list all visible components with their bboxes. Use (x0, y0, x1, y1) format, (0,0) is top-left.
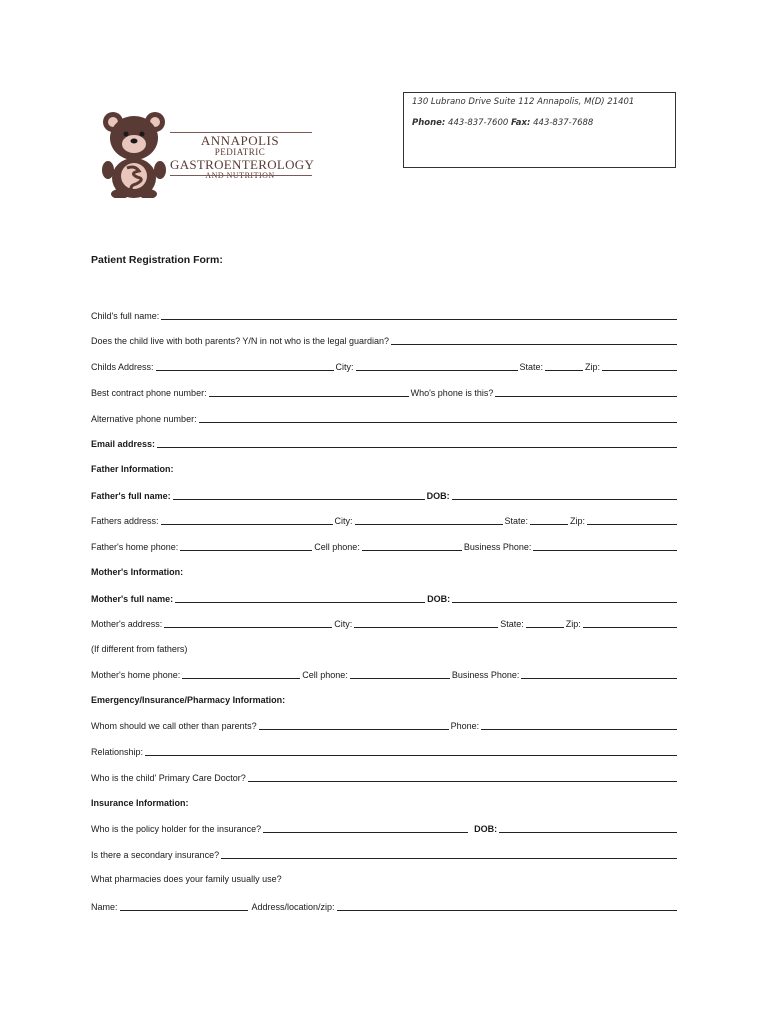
pharmacies-question: What pharmacies does your family usually use? (91, 874, 282, 884)
mother-state-blank[interactable] (526, 626, 564, 628)
child-name-blank[interactable] (161, 318, 677, 320)
form-title: Patient Registration Form: (91, 254, 223, 266)
father-dob-blank[interactable] (452, 498, 677, 500)
mother-address-row (91, 618, 679, 630)
logo-line-4 (170, 172, 310, 180)
policy-holder-row (91, 823, 679, 835)
whom-call-label: Whom should we call other than parents? (91, 721, 257, 731)
father-cell-phone-label: Cell phone: (314, 542, 360, 552)
email-label: Email address: (91, 439, 156, 449)
father-address-blank[interactable] (161, 523, 333, 525)
logo-line-2: PEDIATRIC (214, 147, 266, 157)
policy-holder-label: Who is the policy holder for the insurance? (91, 824, 262, 834)
pcp-field[interactable] (91, 772, 679, 784)
emergency-contact-row (91, 720, 679, 732)
father-zip-blank[interactable] (587, 523, 677, 525)
practice-name (170, 133, 315, 180)
child-state-label: State: (519, 362, 544, 372)
secondary-insurance-field[interactable] (91, 849, 679, 861)
father-state-label: State: (504, 516, 529, 526)
child-address-label: Childs Address: (91, 362, 154, 372)
emergency-section-title: Emergency/Insurance/Pharmacy Information: (91, 695, 286, 705)
child-name-label: Child's full name: (91, 311, 160, 321)
lives-with-label: Does the child live with both parents? Y/N in not who is the legal guardian? (91, 336, 390, 346)
father-home-phone-label: Father's home phone: (91, 542, 179, 552)
logo-line-1: ANNAPOLIS (200, 133, 280, 148)
pharmacy-address-label: Address/location/zip: (251, 902, 335, 912)
pharmacy-address-blank[interactable] (337, 909, 677, 911)
mother-dob-label: DOB: (427, 594, 451, 604)
father-state-blank[interactable] (530, 523, 568, 525)
whose-phone-blank[interactable] (495, 395, 677, 397)
policy-holder-blank[interactable] (263, 831, 468, 833)
mother-address-label: Mother's address: (91, 619, 163, 629)
mother-address-blank[interactable] (164, 626, 332, 628)
practice-phone-fax (412, 118, 593, 128)
fax-label: Fax: (510, 118, 531, 128)
child-zip-label: Zip: (585, 362, 601, 372)
policy-dob-blank[interactable] (499, 831, 677, 833)
pharmacy-name-label: Name: (91, 902, 118, 912)
father-address-label: Fathers address: (91, 516, 159, 526)
best-phone-row (91, 387, 679, 399)
mother-business-phone-label: Business Phone: (451, 670, 520, 680)
child-name-field[interactable] (91, 310, 679, 322)
lives-with-field[interactable] (91, 335, 679, 347)
father-home-phone-blank[interactable] (180, 549, 312, 551)
father-business-phone-label: Business Phone: (463, 542, 532, 552)
mother-zip-label: Zip: (565, 619, 581, 629)
child-state-blank[interactable] (545, 369, 583, 371)
pcp-label: Who is the child' Primary Care Doctor? (91, 773, 246, 783)
lives-with-blank[interactable] (391, 343, 677, 345)
father-city-blank[interactable] (355, 523, 503, 525)
emergency-phone-label: Phone: (450, 721, 480, 731)
mother-city-label: City: (334, 619, 353, 629)
mother-section-title: Mother's Information: (91, 567, 184, 577)
relationship-blank[interactable] (145, 754, 677, 756)
alt-phone-blank[interactable] (199, 421, 677, 423)
fax-number: 443-837-7688 (533, 118, 594, 128)
mother-city-blank[interactable] (354, 626, 498, 628)
phone-label: Phone: (412, 118, 446, 128)
father-phones-row (91, 541, 679, 553)
pharmacy-row (91, 901, 679, 913)
mother-state-label: State: (500, 619, 524, 629)
best-phone-blank[interactable] (209, 395, 409, 397)
mother-name-label: Mother's full name: (91, 594, 174, 604)
teddy-bear-icon (100, 108, 170, 198)
logo-rule-bottom (170, 175, 312, 176)
secondary-insurance-blank[interactable] (221, 857, 677, 859)
child-city-blank[interactable] (356, 369, 518, 371)
relationship-field[interactable] (91, 746, 679, 758)
pharmacy-name-blank[interactable] (120, 909, 248, 911)
father-name-blank[interactable] (173, 498, 425, 500)
mother-name-row (91, 593, 679, 605)
practice-logo (100, 108, 315, 198)
pcp-blank[interactable] (248, 780, 677, 782)
child-zip-blank[interactable] (602, 369, 677, 371)
contact-box (403, 92, 676, 168)
father-business-phone-blank[interactable] (533, 549, 677, 551)
mother-business-phone-blank[interactable] (521, 677, 677, 679)
child-city-label: City: (335, 362, 354, 372)
father-address-row (91, 515, 679, 527)
father-zip-label: Zip: (570, 516, 586, 526)
email-field[interactable] (91, 438, 679, 450)
whom-call-blank[interactable] (259, 728, 449, 730)
father-name-label: Father's full name: (91, 491, 171, 501)
father-section-title: Father Information: (91, 464, 174, 474)
father-name-row (91, 490, 679, 502)
mother-zip-blank[interactable] (583, 626, 677, 628)
mother-phones-row (91, 669, 679, 681)
mother-cell-phone-label: Cell phone: (302, 670, 348, 680)
father-dob-label: DOB: (426, 491, 450, 501)
email-blank[interactable] (157, 446, 677, 448)
phone-number: 443-837-7600 (448, 118, 509, 128)
alt-phone-field[interactable] (91, 413, 679, 425)
practice-address: 130 Lubrano Drive Suite 112 Annapolis, M(D) 21401 (412, 97, 635, 107)
mother-dob-blank[interactable] (452, 601, 677, 603)
alt-phone-label: Alternative phone number: (91, 414, 197, 424)
secondary-insurance-label: Is there a secondary insurance? (91, 850, 220, 860)
if-different-note: (If different from fathers) (91, 644, 188, 654)
mother-cell-phone-blank[interactable] (350, 677, 450, 679)
mother-home-phone-label: Mother's home phone: (91, 670, 181, 680)
relationship-label: Relationship: (91, 747, 144, 757)
whose-phone-label: Who's phone is this? (410, 388, 494, 398)
mother-home-phone-blank[interactable] (182, 677, 300, 679)
mother-name-blank[interactable] (175, 601, 425, 603)
father-city-label: City: (334, 516, 353, 526)
emergency-phone-blank[interactable] (481, 728, 677, 730)
father-cell-phone-blank[interactable] (362, 549, 462, 551)
policy-dob-label: DOB: (474, 824, 498, 834)
child-address-row (91, 361, 679, 373)
insurance-section-title: Insurance Information: (91, 798, 189, 808)
best-phone-label: Best contract phone number: (91, 388, 207, 398)
logo-line-3: GASTROENTEROLOGY (170, 157, 315, 172)
child-address-blank[interactable] (156, 369, 334, 371)
